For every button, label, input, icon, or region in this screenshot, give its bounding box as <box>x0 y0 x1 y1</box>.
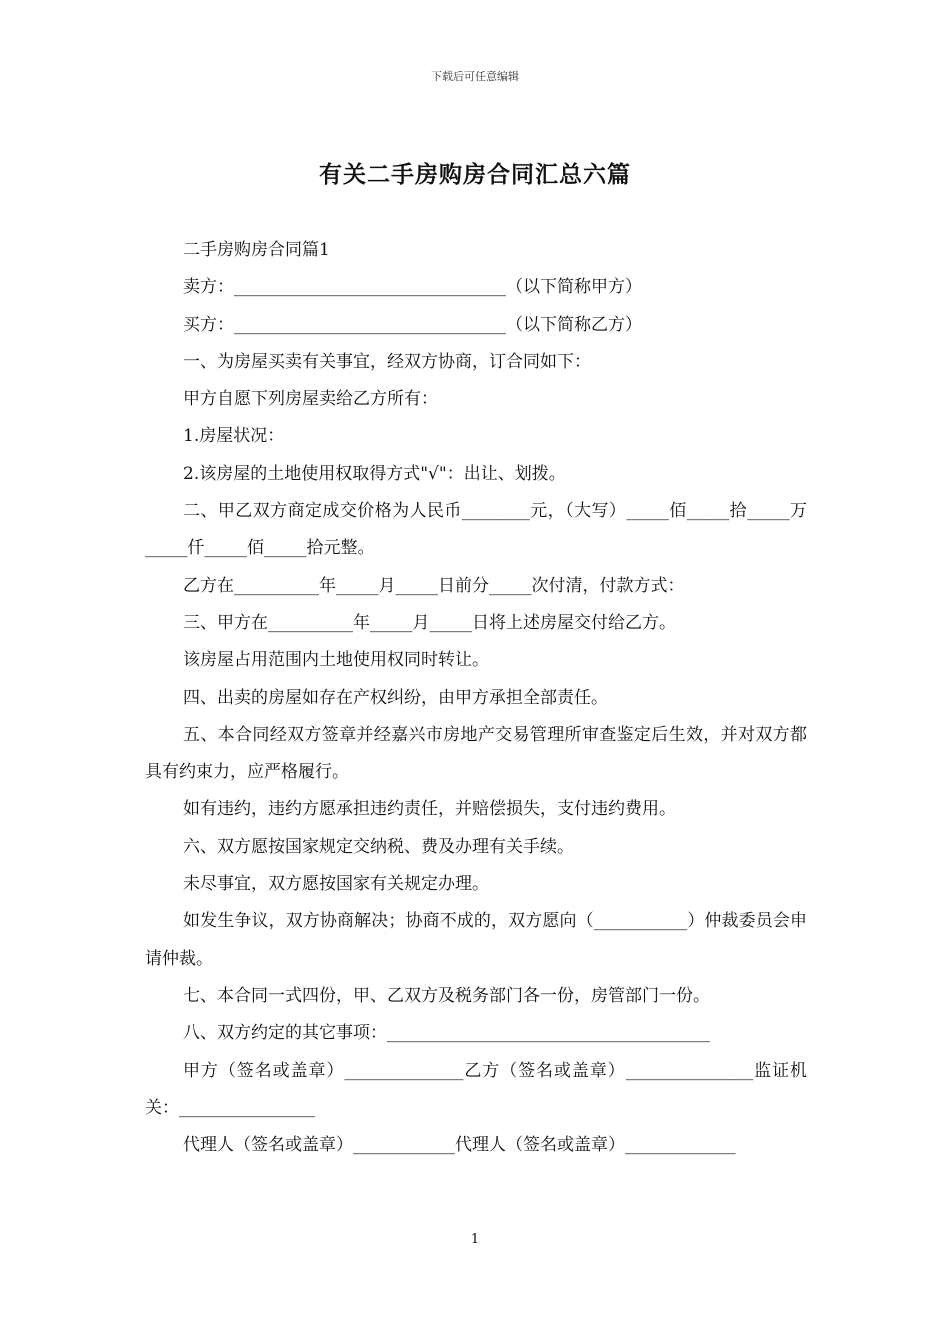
clause-1-detail: 甲方自愿下列房屋卖给乙方所有： <box>183 389 438 410</box>
page-number: 1 <box>470 1232 480 1247</box>
document-title: 有关二手房购房合同汇总六篇 <box>319 161 631 188</box>
page-header-note: 下载后可任意编辑 <box>431 70 519 83</box>
arbitration-clause: 如发生争议，双方协商解决；协商不成的，双方愿向（___________）仲裁委员会申请仲裁。 <box>145 911 807 969</box>
clause-1: 一、为房屋买卖有关事宜，经双方协商，订合同如下： <box>183 351 591 372</box>
land-transfer-note: 该房屋占用范围内土地使用权同时转让。 <box>183 650 489 671</box>
clause-4-dispute: 四、出卖的房屋如存在产权纠纷，由甲方承担全部责任。 <box>183 687 608 708</box>
clause-6-taxes: 六、双方愿按国家规定交纳税、费及办理有关手续。 <box>183 836 574 857</box>
buyer-line: 买方：________________________________（以下简称乙方） <box>183 314 642 335</box>
land-use-item: 2.该房屋的土地使用权取得方式"√"：出让、划拨。 <box>183 463 566 484</box>
payment-terms: 乙方在__________年_____月_____日前分_____次付清，付款方式： <box>183 575 685 596</box>
house-status-item: 1.房屋状况： <box>183 426 285 447</box>
breach-note: 如有违约，违约方愿承担违约责任，并赔偿损失，支付违约费用。 <box>183 799 676 820</box>
agent-signature-line: 代理人（签名或盖章）____________代理人（签名或盖章）_____________ <box>183 1135 736 1156</box>
section-heading: 二手房购房合同篇1 <box>183 240 330 260</box>
clause-5-effect: 五、本合同经双方签章并经嘉兴市房地产交易管理所审查鉴定后生效，并对双方都具有约束力，应严格履行。 <box>145 724 807 783</box>
clause-2-price: 二、甲乙双方商定成交价格为人民币________元，（大写）_____佰_____拾_____万_____仟_____佰_____拾元整。 <box>145 501 807 559</box>
seller-line: 卖方：________________________________（以下简称甲方） <box>183 277 642 298</box>
signature-line: 甲方（签名或盖章）______________乙方（签名或盖章）_______________监证机关：________________ <box>145 1060 807 1118</box>
unresolved-matters: 未尽事宜，双方愿按国家有关规定办理。 <box>183 874 489 895</box>
contract-body <box>145 232 807 1164</box>
clause-7-copies: 七、本合同一式四份，甲、乙双方及税务部门各一份，房管部门一份。 <box>183 985 710 1006</box>
clause-8-other: 八、双方约定的其它事项：______________________________________ <box>183 1023 710 1044</box>
clause-3-delivery: 三、甲方在__________年_____月_____日将上述房屋交付给乙方。 <box>183 612 676 633</box>
